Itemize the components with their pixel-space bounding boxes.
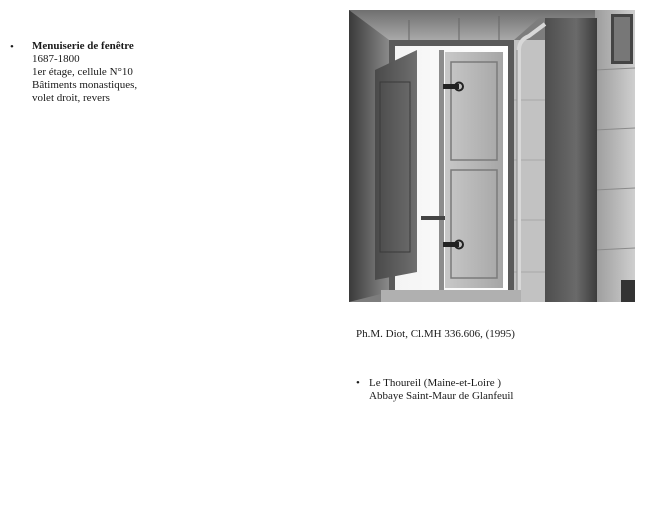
item-description-line: volet droit, revers <box>32 92 110 104</box>
photo-drawing <box>349 10 635 302</box>
window-shutter-photo <box>349 10 635 302</box>
item-location-detail: 1er étage, cellule N°10 <box>32 66 133 78</box>
place-abbey: Abbaye Saint-Maur de Glanfeuil <box>369 390 514 402</box>
item-date: 1687-1800 <box>32 53 80 65</box>
item-building: Bâtiments monastiques, <box>32 79 138 91</box>
place-town: Le Thoureil (Maine-et-Loire ) <box>369 377 502 389</box>
item-text <box>32 40 190 105</box>
place-text <box>369 377 636 403</box>
photo-credit: Ph.M. Diot, Cl.MH 336.606, (1995) <box>356 328 515 340</box>
place-block <box>356 377 636 403</box>
bullet: • <box>10 41 14 53</box>
item-description <box>10 40 190 105</box>
bullet: • <box>356 377 360 389</box>
item-title: Menuiserie de fenêtre <box>32 40 134 52</box>
